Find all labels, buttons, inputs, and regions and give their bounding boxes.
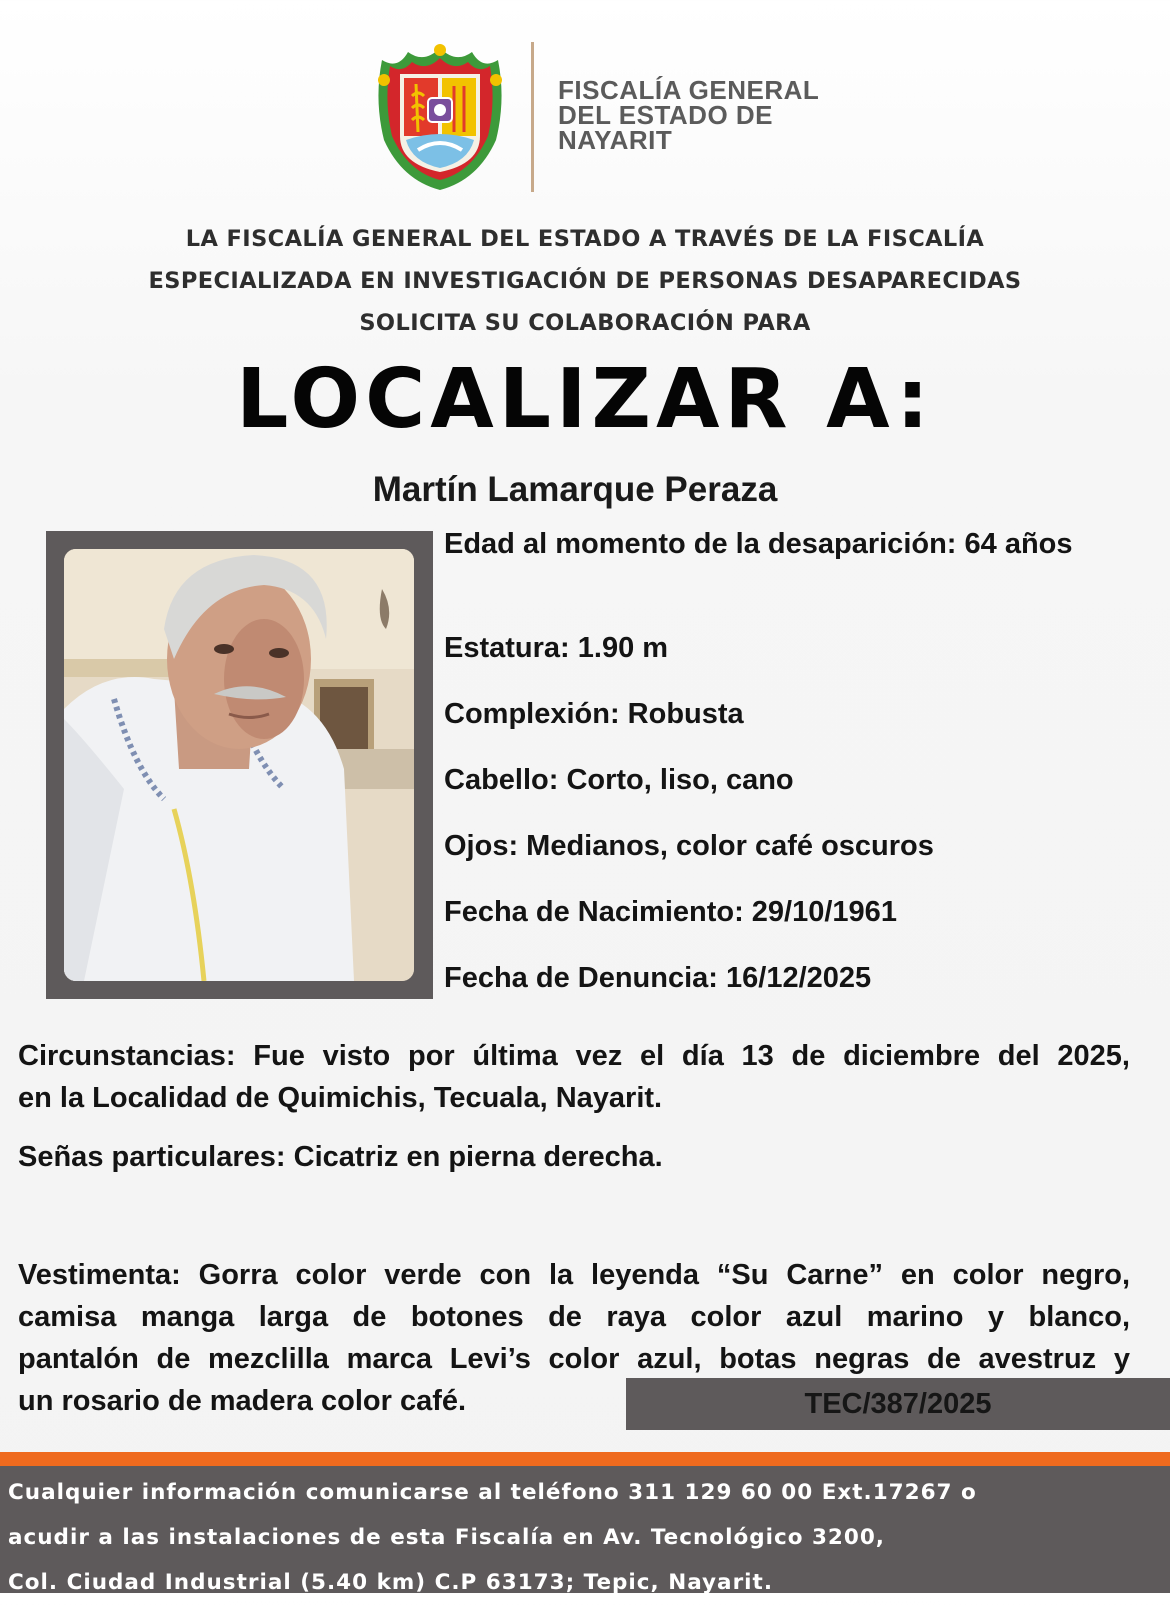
detail-cabello: Cabello: Corto, liso, cano bbox=[444, 764, 794, 796]
header-divider bbox=[531, 42, 534, 192]
vestimenta-line: un rosario de madera color café. bbox=[18, 1385, 467, 1417]
agency-name bbox=[558, 75, 858, 155]
detail-ojos: Ojos: Medianos, color café oscuros bbox=[444, 830, 934, 862]
circunstancias-line: Circunstancias: Fue visto por última vez el día 13 de diciembre del 2025, bbox=[18, 1040, 1130, 1072]
intro-line: ESPECIALIZADA EN INVESTIGACIÓN DE PERSONAS DESAPARECIDAS bbox=[148, 268, 1022, 294]
intro-line: LA FISCALÍA GENERAL DEL ESTADO A TRAVÉS DE LA FISCALÍA bbox=[185, 226, 985, 252]
vestimenta-line: Vestimenta: Gorra color verde con la leyenda “Su Carne” en color negro, bbox=[18, 1259, 1130, 1291]
person-name: Martín Lamarque Peraza bbox=[372, 470, 778, 509]
detail-estatura: Estatura: 1.90 m bbox=[444, 632, 669, 664]
footer-accent-strip bbox=[0, 1452, 1170, 1466]
case-number: TEC/387/2025 bbox=[804, 1388, 992, 1420]
senas-particulares: Señas particulares: Cicatriz en pierna derecha. bbox=[18, 1141, 663, 1173]
detail-fecha-nacimiento: Fecha de Nacimiento: 29/10/1961 bbox=[444, 896, 897, 928]
detail-complexion: Complexión: Robusta bbox=[444, 698, 744, 730]
vestimenta-line: camisa manga larga de botones de raya color azul marino y blanco, bbox=[18, 1301, 1130, 1333]
footer-text bbox=[8, 1470, 1158, 1605]
circunstancias-line: en la Localidad de Quimichis, Tecuala, Nayarit. bbox=[18, 1082, 663, 1114]
agency-name-line: DEL ESTADO DE bbox=[558, 100, 774, 130]
detail-edad: Edad al momento de la desaparición: 64 años bbox=[444, 528, 1073, 560]
footer-line: Cualquier información comunicarse al teléfono 311 129 60 00 Ext.17267 o bbox=[8, 1480, 977, 1505]
case-number-box bbox=[626, 1378, 1170, 1430]
agency-name-line: NAYARIT bbox=[558, 125, 673, 155]
circunstancias bbox=[18, 1035, 1130, 1119]
detail-fecha-denuncia: Fecha de Denuncia: 16/12/2025 bbox=[444, 962, 872, 994]
headline: LOCALIZAR A: bbox=[236, 352, 934, 447]
agency-name-line: FISCALÍA GENERAL bbox=[558, 75, 820, 105]
footer-line: acudir a las instalaciones de esta Fiscalía en Av. Tecnológico 3200, bbox=[8, 1525, 885, 1550]
footer-line: Col. Ciudad Industrial (5.40 km) C.P 63173; Tepic, Nayarit. bbox=[8, 1570, 773, 1595]
nayarit-crest-icon bbox=[372, 40, 508, 192]
vestimenta-line: pantalón de mezclilla marca Levi’s color azul, botas negras de avestruz y bbox=[18, 1343, 1130, 1375]
intro-text bbox=[60, 218, 1110, 344]
missing-person-photo bbox=[64, 549, 414, 981]
intro-line: SOLICITA SU COLABORACIÓN PARA bbox=[359, 310, 811, 336]
footer-contact bbox=[0, 1466, 1170, 1593]
